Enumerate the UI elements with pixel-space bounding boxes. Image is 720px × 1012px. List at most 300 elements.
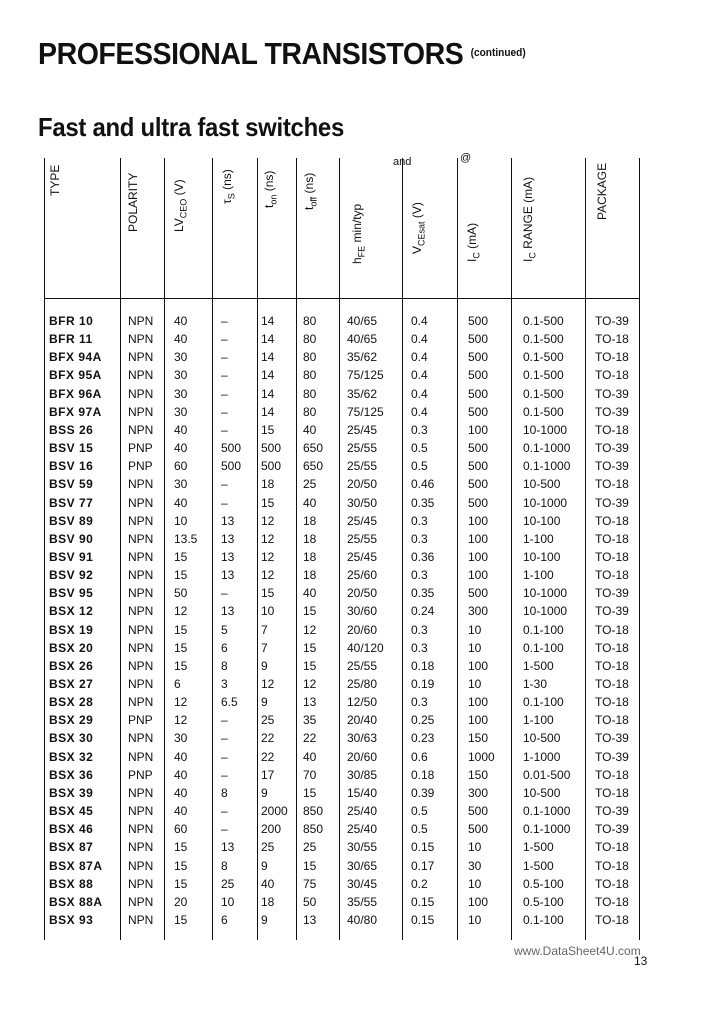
cell-type: BSX 20 — [49, 640, 94, 655]
cell-ic: 10 — [468, 622, 482, 637]
cell-polarity: NPN — [128, 404, 154, 419]
cell-package: TO-18 — [595, 677, 629, 691]
cell-ic-range: 0.1-500 — [523, 404, 564, 419]
cell-lvceo: 12 — [174, 695, 188, 710]
cell-ton: 9 — [261, 658, 268, 673]
cell-lvceo: 40 — [174, 314, 188, 328]
cell-ic: 100 — [468, 713, 489, 728]
cell-type: BSV 90 — [49, 531, 94, 546]
cell-polarity: PNP — [128, 441, 153, 456]
cell-ton: 7 — [261, 622, 268, 637]
cell-vcesat: 0.4 — [411, 332, 428, 347]
cell-ic: 500 — [468, 350, 489, 365]
cell-lvceo: 15 — [174, 568, 188, 583]
cell-lvceo: 60 — [174, 822, 188, 837]
cell-polarity: NPN — [128, 785, 154, 800]
cell-ic: 100 — [468, 549, 489, 564]
cell-polarity: NPN — [128, 513, 154, 528]
cell-polarity: PNP — [128, 713, 153, 728]
cell-toff: 15 — [303, 858, 317, 873]
cell-toff: 40 — [303, 586, 317, 601]
cell-lvceo: 30 — [174, 731, 188, 746]
table-row — [0, 366, 720, 384]
cell-hfe: 40/120 — [347, 640, 384, 655]
cell-lvceo: 40 — [174, 495, 188, 510]
cell-vcesat: 0.3 — [411, 531, 428, 546]
cell-ts: – — [221, 332, 228, 347]
cell-hfe: 35/62 — [347, 386, 378, 401]
cell-ton: 15 — [261, 495, 275, 510]
cell-lvceo: 40 — [174, 332, 188, 347]
cell-ts: 6.5 — [221, 695, 238, 710]
cell-type: BSX 88 — [49, 876, 94, 891]
cell-vcesat: 0.15 — [411, 912, 435, 927]
cell-vcesat: 0.25 — [411, 713, 435, 728]
cell-type: BSX 39 — [49, 785, 94, 800]
cell-ic-range: 0.1-100 — [523, 912, 564, 927]
cell-ts: 3 — [221, 677, 228, 691]
cell-ton: 9 — [261, 858, 268, 873]
cell-package: TO-18 — [595, 713, 629, 728]
cell-hfe: 25/60 — [347, 568, 378, 583]
cell-toff: 18 — [303, 531, 317, 546]
cell-package: TO-39 — [595, 495, 629, 510]
cell-vcesat: 0.35 — [411, 495, 435, 510]
cell-vcesat: 0.5 — [411, 822, 428, 837]
cell-toff: 15 — [303, 658, 317, 673]
cell-vcesat: 0.3 — [411, 695, 428, 710]
cell-ic: 500 — [468, 804, 489, 819]
cell-toff: 80 — [303, 386, 317, 401]
cell-ts: – — [221, 804, 228, 819]
cell-package: TO-18 — [595, 422, 629, 437]
cell-type: BFR 11 — [49, 332, 93, 347]
cell-ic-range: 10-100 — [523, 549, 561, 564]
cell-lvceo: 12 — [174, 713, 188, 728]
cell-toff: 35 — [303, 713, 317, 728]
cell-package: TO-39 — [595, 386, 629, 401]
title-note: (continued) — [470, 47, 526, 59]
cell-ic-range: 0.01-500 — [523, 767, 571, 782]
cell-ic-range: 10-1000 — [523, 586, 568, 601]
cell-hfe: 40/65 — [347, 332, 378, 347]
cell-package: TO-39 — [595, 822, 629, 837]
cell-ts: – — [221, 477, 228, 492]
cell-toff: 75 — [303, 876, 317, 891]
table-row — [0, 530, 720, 548]
cell-ts: – — [221, 822, 228, 837]
cell-lvceo: 20 — [174, 894, 188, 909]
cell-hfe: 25/80 — [347, 677, 378, 691]
cell-ic-range: 0.1-500 — [523, 386, 564, 401]
cell-package: TO-39 — [595, 731, 629, 746]
cell-toff: 18 — [303, 549, 317, 564]
cell-lvceo: 30 — [174, 477, 188, 492]
cell-ic-range: 10-500 — [523, 731, 561, 746]
cell-vcesat: 0.4 — [411, 314, 428, 328]
cell-ts: – — [221, 386, 228, 401]
cell-package: TO-18 — [595, 858, 629, 873]
cell-type: BSX 87 — [49, 840, 94, 855]
cell-toff: 850 — [303, 804, 324, 819]
cell-ic: 500 — [468, 822, 489, 837]
cell-ic: 500 — [468, 386, 489, 401]
cell-hfe: 75/125 — [347, 404, 384, 419]
cell-ic: 150 — [468, 731, 489, 746]
cell-package: TO-18 — [595, 549, 629, 564]
cell-ic: 500 — [468, 404, 489, 419]
cell-lvceo: 12 — [174, 604, 188, 619]
cell-hfe: 30/85 — [347, 767, 378, 782]
table-row — [0, 566, 720, 584]
cell-type: BSV 15 — [49, 441, 94, 456]
cell-vcesat: 0.15 — [411, 840, 435, 855]
cell-ic: 500 — [468, 441, 489, 456]
cell-hfe: 25/55 — [347, 658, 378, 673]
cell-ton: 14 — [261, 386, 275, 401]
cell-ts: – — [221, 404, 228, 419]
table-row — [0, 494, 720, 512]
cell-ic: 100 — [468, 658, 489, 673]
cell-ts: 25 — [221, 876, 235, 891]
cell-ts: 13 — [221, 604, 235, 619]
table-row — [0, 875, 720, 893]
cell-polarity: NPN — [128, 422, 154, 437]
cell-hfe: 30/63 — [347, 731, 378, 746]
cell-ic-range: 10-500 — [523, 477, 561, 492]
cell-ton: 9 — [261, 695, 268, 710]
cell-vcesat: 0.3 — [411, 568, 428, 583]
cell-vcesat: 0.18 — [411, 658, 435, 673]
cell-ton: 14 — [261, 350, 275, 365]
cell-lvceo: 40 — [174, 804, 188, 819]
cell-package: TO-39 — [595, 749, 629, 764]
cell-type: BSV 59 — [49, 477, 94, 492]
cell-vcesat: 0.36 — [411, 549, 435, 564]
cell-ts: 5 — [221, 622, 228, 637]
cell-ton: 14 — [261, 314, 275, 328]
cell-toff: 18 — [303, 568, 317, 583]
table-row — [0, 748, 720, 766]
cell-ton: 15 — [261, 586, 275, 601]
cell-lvceo: 15 — [174, 658, 188, 673]
cell-package: TO-39 — [595, 459, 629, 474]
cell-ton: 7 — [261, 640, 268, 655]
page-number: 13 — [634, 954, 648, 968]
header-package: PACKAGE — [595, 162, 609, 220]
cell-vcesat: 0.4 — [411, 368, 428, 383]
cell-polarity: NPN — [128, 677, 154, 691]
cell-vcesat: 0.5 — [411, 459, 428, 474]
cell-ts: 500 — [221, 459, 242, 474]
table-row — [0, 857, 720, 875]
cell-type: BSX 12 — [49, 604, 94, 619]
cell-ic-range: 1-1000 — [523, 749, 561, 764]
cell-lvceo: 15 — [174, 912, 188, 927]
cell-ton: 12 — [261, 677, 275, 691]
cell-ic: 10 — [468, 912, 482, 927]
cell-hfe: 12/50 — [347, 695, 378, 710]
cell-vcesat: 0.3 — [411, 640, 428, 655]
cell-polarity: NPN — [128, 822, 154, 837]
cell-ic-range: 1-100 — [523, 568, 554, 583]
cell-hfe: 20/50 — [347, 477, 378, 492]
cell-ic-range: 1-100 — [523, 531, 554, 546]
header-ic-range: $I_C$ RANGE (mA) — [521, 176, 538, 262]
cell-package: TO-18 — [595, 568, 629, 583]
cell-lvceo: 15 — [174, 876, 188, 891]
cell-type: BSX 29 — [49, 713, 94, 728]
cell-hfe: 25/40 — [347, 804, 378, 819]
cell-ts: – — [221, 314, 228, 328]
header-polarity: POLARITY — [126, 172, 140, 232]
table-row — [0, 657, 720, 675]
header-ic: $I_C$ (mA) — [465, 222, 482, 262]
cell-polarity: NPN — [128, 586, 154, 601]
cell-polarity: NPN — [128, 314, 154, 328]
cell-ts: – — [221, 495, 228, 510]
cell-package: TO-18 — [595, 513, 629, 528]
cell-ic: 10 — [468, 677, 482, 691]
cell-polarity: NPN — [128, 695, 154, 710]
cell-ton: 12 — [261, 568, 275, 583]
table-row — [0, 711, 720, 729]
cell-ic: 500 — [468, 314, 489, 328]
cell-hfe: 35/62 — [347, 350, 378, 365]
cell-toff: 50 — [303, 894, 317, 909]
cell-ts: 8 — [221, 785, 228, 800]
cell-vcesat: 0.19 — [411, 677, 435, 691]
cell-ts: 8 — [221, 858, 228, 873]
cell-toff: 40 — [303, 749, 317, 764]
cell-hfe: 20/50 — [347, 586, 378, 601]
cell-ic-range: 0.1-100 — [523, 640, 564, 655]
header-at-note: @ — [460, 152, 472, 164]
cell-lvceo: 40 — [174, 767, 188, 782]
cell-ic: 100 — [468, 513, 489, 528]
cell-polarity: PNP — [128, 767, 153, 782]
cell-ts: – — [221, 422, 228, 437]
cell-toff: 80 — [303, 314, 317, 328]
cell-polarity: NPN — [128, 549, 154, 564]
cell-type: BSX 46 — [49, 822, 94, 837]
cell-hfe: 30/60 — [347, 604, 378, 619]
cell-vcesat: 0.5 — [411, 804, 428, 819]
cell-package: TO-18 — [595, 894, 629, 909]
cell-ts: – — [221, 586, 228, 601]
cell-ton: 200 — [261, 822, 282, 837]
cell-ic-range: 10-1000 — [523, 422, 568, 437]
table-row — [0, 675, 720, 693]
cell-ton: 25 — [261, 840, 275, 855]
cell-ts: – — [221, 731, 228, 746]
cell-ic: 100 — [468, 894, 489, 909]
table-row — [0, 766, 720, 784]
cell-ic-range: 0.1-1000 — [523, 441, 571, 456]
table-row — [0, 639, 720, 657]
header-vcesat: $V_{CEsat}$ (V) — [410, 202, 427, 254]
cell-ic-range: 10-1000 — [523, 495, 568, 510]
cell-ic-range: 1-100 — [523, 713, 554, 728]
cell-hfe: 25/45 — [347, 513, 378, 528]
page-title — [38, 36, 526, 72]
cell-hfe: 30/65 — [347, 858, 378, 873]
table-row — [0, 403, 720, 421]
cell-package: TO-18 — [595, 368, 629, 383]
cell-hfe: 75/125 — [347, 368, 384, 383]
table-row — [0, 475, 720, 493]
table-row — [0, 729, 720, 747]
cell-ic: 100 — [468, 568, 489, 583]
cell-vcesat: 0.35 — [411, 586, 435, 601]
cell-ts: 13 — [221, 840, 235, 855]
cell-ts: – — [221, 767, 228, 782]
cell-hfe: 25/45 — [347, 422, 378, 437]
cell-type: BSX 26 — [49, 658, 94, 673]
cell-polarity: NPN — [128, 332, 154, 347]
cell-ton: 18 — [261, 894, 275, 909]
cell-type: BSX 45 — [49, 804, 94, 819]
cell-ic: 500 — [468, 459, 489, 474]
cell-vcesat: 0.3 — [411, 622, 428, 637]
cell-lvceo: 15 — [174, 858, 188, 873]
cell-type: BSX 87A — [49, 858, 103, 873]
cell-polarity: NPN — [128, 858, 154, 873]
cell-ton: 12 — [261, 513, 275, 528]
cell-package: TO-18 — [595, 531, 629, 546]
cell-polarity: NPN — [128, 912, 154, 927]
watermark: www.DataSheet4U.com — [514, 944, 641, 958]
cell-package: TO-18 — [595, 767, 629, 782]
cell-ic-range: 10-500 — [523, 785, 561, 800]
cell-lvceo: 13.5 — [174, 531, 198, 546]
cell-package: TO-39 — [595, 804, 629, 819]
cell-polarity: NPN — [128, 731, 154, 746]
cell-hfe: 40/65 — [347, 314, 378, 328]
cell-package: TO-18 — [595, 622, 629, 637]
cell-vcesat: 0.18 — [411, 767, 435, 782]
cell-package: TO-39 — [595, 586, 629, 601]
cell-vcesat: 0.3 — [411, 513, 428, 528]
cell-ton: 2000 — [261, 804, 288, 819]
cell-ic-range: 1-30 — [523, 677, 548, 691]
cell-package: TO-18 — [595, 350, 629, 365]
cell-toff: 18 — [303, 513, 317, 528]
cell-hfe: 25/55 — [347, 441, 378, 456]
cell-ic-range: 1-500 — [523, 858, 554, 873]
cell-vcesat: 0.17 — [411, 858, 435, 873]
table-row — [0, 584, 720, 602]
cell-type: BSX 30 — [49, 731, 94, 746]
cell-ton: 9 — [261, 912, 268, 927]
cell-ton: 22 — [261, 749, 275, 764]
cell-type: BFR 10 — [49, 314, 94, 328]
table-row — [0, 439, 720, 457]
cell-type: BSX 28 — [49, 695, 94, 710]
cell-ton: 12 — [261, 531, 275, 546]
cell-lvceo: 15 — [174, 840, 188, 855]
cell-polarity: NPN — [128, 386, 154, 401]
cell-ic: 100 — [468, 531, 489, 546]
cell-ts: 6 — [221, 912, 228, 927]
cell-vcesat: 0.3 — [411, 422, 428, 437]
cell-lvceo: 15 — [174, 622, 188, 637]
cell-polarity: PNP — [128, 459, 153, 474]
cell-type: BSX 93 — [49, 912, 94, 927]
cell-ton: 12 — [261, 549, 275, 564]
cell-type: BSX 88A — [49, 894, 103, 909]
header-and-note: and — [393, 156, 412, 168]
cell-hfe: 20/60 — [347, 749, 378, 764]
table-row — [0, 602, 720, 620]
cell-ic-range: 0.1-500 — [523, 314, 564, 328]
table-row — [0, 893, 720, 911]
cell-toff: 650 — [303, 441, 324, 456]
header-ts: $\tau_S$ (ns) — [220, 169, 237, 204]
cell-lvceo: 30 — [174, 386, 188, 401]
cell-hfe: 25/55 — [347, 531, 378, 546]
cell-lvceo: 6 — [174, 677, 181, 691]
cell-toff: 80 — [303, 404, 317, 419]
cell-package: TO-39 — [595, 604, 629, 619]
cell-ts: – — [221, 749, 228, 764]
header-type: TYPE — [48, 164, 62, 196]
cell-lvceo: 60 — [174, 459, 188, 474]
cell-toff: 13 — [303, 912, 317, 927]
cell-toff: 40 — [303, 495, 317, 510]
cell-vcesat: 0.4 — [411, 404, 428, 419]
cell-ic-range: 0.1-1000 — [523, 822, 571, 837]
cell-package: TO-18 — [595, 332, 629, 347]
cell-ic-range: 0.1-1000 — [523, 459, 571, 474]
cell-vcesat: 0.23 — [411, 731, 435, 746]
cell-ic: 30 — [468, 858, 482, 873]
cell-package: TO-18 — [595, 477, 629, 492]
cell-ic-range: 1-500 — [523, 840, 554, 855]
cell-package: TO-18 — [595, 840, 629, 855]
cell-toff: 15 — [303, 640, 317, 655]
cell-hfe: 30/55 — [347, 840, 378, 855]
cell-ic: 10 — [468, 640, 482, 655]
cell-lvceo: 40 — [174, 422, 188, 437]
cell-ton: 500 — [261, 441, 282, 456]
cell-vcesat: 0.39 — [411, 785, 435, 800]
table-row — [0, 784, 720, 802]
cell-type: BFX 97A — [49, 404, 102, 419]
cell-hfe: 20/60 — [347, 622, 378, 637]
cell-polarity: NPN — [128, 840, 154, 855]
cell-polarity: NPN — [128, 477, 154, 492]
cell-type: BSS 26 — [49, 422, 94, 437]
cell-toff: 40 — [303, 422, 317, 437]
cell-lvceo: 10 — [174, 513, 188, 528]
cell-ton: 40 — [261, 876, 275, 891]
cell-lvceo: 30 — [174, 404, 188, 419]
cell-lvceo: 40 — [174, 441, 188, 456]
cell-ic: 500 — [468, 586, 489, 601]
cell-ic-range: 10-100 — [523, 513, 561, 528]
cell-polarity: NPN — [128, 350, 154, 365]
cell-ic-range: 0.1-100 — [523, 695, 564, 710]
cell-ic-range: 0.1-500 — [523, 368, 564, 383]
cell-toff: 13 — [303, 695, 317, 710]
table-row — [0, 330, 720, 348]
cell-ton: 10 — [261, 604, 275, 619]
cell-package: TO-18 — [595, 658, 629, 673]
table-row — [0, 421, 720, 439]
cell-lvceo: 15 — [174, 640, 188, 655]
header-separator — [44, 298, 639, 299]
